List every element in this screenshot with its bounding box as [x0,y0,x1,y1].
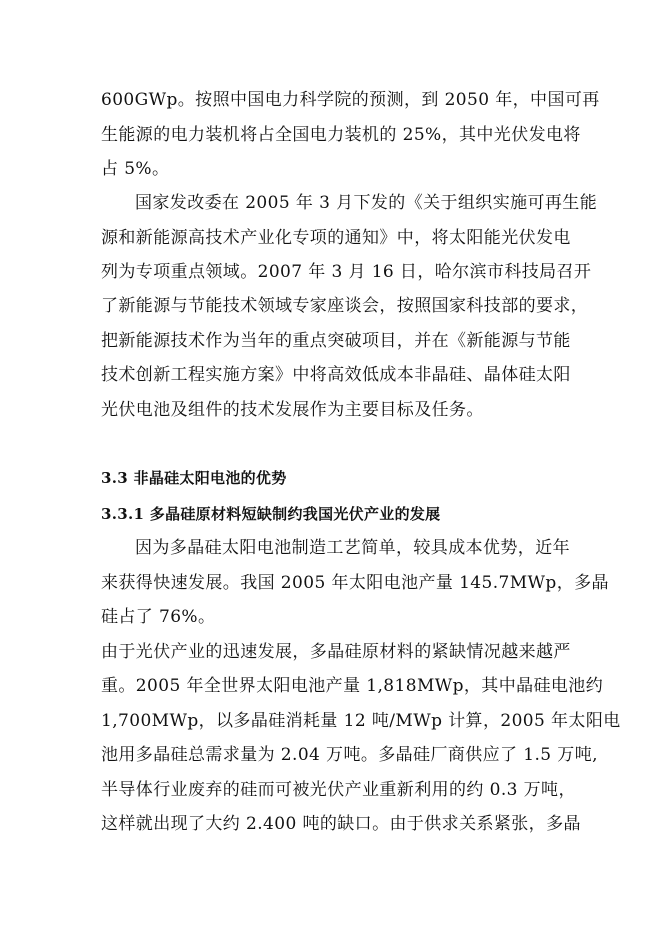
para4-line-5: 半导体行业废弃的硅而可被光伏产业重新利用的约 0.3 万吨， [101,780,576,800]
para1-line-1: 600GWp。按照中国电力科学院的预测，到 2050 年，中国可再 [101,90,600,110]
para1-line-3: 占 5%。 [101,159,170,179]
para4-line-6: 这样就出现了大约 2.400 吨的缺口。由于供求关系紧张，多晶 [101,814,581,834]
para2-line-4: 了新能源与节能技术领域专家座谈会，按照国家科技部的要求， [101,296,589,316]
para4-line-2: 重。2005 年全世界太阳电池产量 1,818MWp，其中晶硅电池约 [101,676,604,696]
section-heading-3-3: 3.3 非晶硅太阳电池的优势 [101,469,287,487]
para2-line-7: 光伏电池及组件的技术发展作为主要目标及任务。 [101,400,484,420]
para4-line-4: 池用多晶硅总需求量为 2.04 万吨。多晶硅厂商供应了 1.5 万吨, [101,745,598,765]
para3-line-1: 因为多晶硅太阳电池制造工艺简单，较具成本优势，近年 [135,538,570,558]
para2-line-6: 技术创新工程实施方案》中将高效低成本非晶硅、晶体硅太阳 [101,365,571,385]
para3-line-3: 硅占了 76%。 [101,607,216,627]
para4-line-1: 由于光伏产业的迅速发展，多晶硅原材料的紧缺情况越来越严 [101,642,571,662]
para4-line-3: 1,700MWp，以多晶硅消耗量 12 吨/MWp 计算，2005 年太阳电 [101,711,621,731]
para1-line-2: 生能源的电力装机将占全国电力装机的 25%，其中光伏发电将 [101,125,581,145]
para2-line-1: 国家发改委在 2005 年 3 月下发的《关于组织实施可再生能 [135,193,598,213]
para2-line-2: 源和新能源高技术产业化专项的通知》中，将太阳能光伏发电 [101,228,571,248]
subsection-heading-3-3-1: 3.3.1 多晶硅原材料短缺制约我国光伏产业的发展 [101,505,441,523]
para2-line-5: 把新能源技术作为当年的重点突破项目，并在《新能源与节能 [101,331,571,351]
para3-line-2: 来获得快速发展。我国 2005 年太阳电池产量 145.7MWp，多晶 [101,573,609,593]
para2-line-3: 列为专项重点领域。2007 年 3 月 16 日，哈尔滨市科技局召开 [101,262,592,282]
